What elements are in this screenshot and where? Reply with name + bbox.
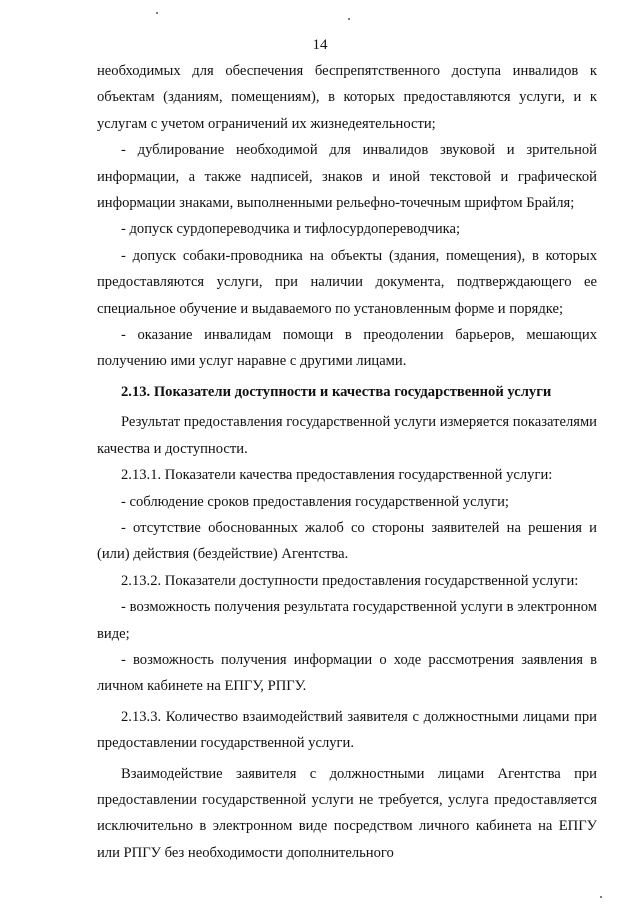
paragraph-sign-interpreter: - допуск сурдопереводчика и тифлосурдопереводчика; xyxy=(121,221,461,238)
paragraph-2-13-3: 2.13.3. Количество взаимодействий заявителя с должностными лицами при предоставлении государственной услуги. xyxy=(97,708,597,752)
paragraph-interaction: Взаимодействие заявителя с должностными лицами Агентства при предоставлении государственной услуги не требуется, услуга предоставляется исключительно в электронном виде посредством личного кабинета на ЕПГУ или РПГУ без необходимости дополнительного xyxy=(97,765,597,861)
paragraph-status-info: - возможность получения информации о ходе рассмотрения заявления в личном кабинете на ЕПГУ, РПГУ. xyxy=(97,651,597,695)
section-heading-2-13: 2.13. Показатели доступности и качества государственной услуги xyxy=(121,383,552,400)
scan-speck xyxy=(600,896,602,898)
paragraph-deadlines: - соблюдение сроков предоставления государственной услуги; xyxy=(121,493,509,510)
paragraph-2-13-2: 2.13.2. Показатели доступности предоставления государственной услуги: xyxy=(121,572,579,589)
paragraph-braille: - дублирование необходимой для инвалидов звуковой и зрительной информации, а также надписей, знаков и иной текстовой и графической информации знаками, выполненными рельефно-точечным шрифтом Брайля; xyxy=(97,142,597,212)
paragraph-assistance: - оказание инвалидам помощи в преодолении барьеров, мешающих получению ими услуг наравне с другими лицами. xyxy=(97,327,597,370)
paragraph-1: необходимых для обеспечения беспрепятственного доступа инвалидов к объектам (зданиям, помещениям), в которых предоставляются услуги, и к услугам с учетом ограничений их жизнедеятельности; xyxy=(97,63,597,132)
paragraph-complaints: - отсутствие обоснованных жалоб со стороны заявителей на решения и (или) действия (бездействие) Агентства. xyxy=(97,519,597,563)
paragraph-electronic-result: - возможность получения результата государственной услуги в электронном виде; xyxy=(97,599,597,642)
page-body xyxy=(97,58,597,866)
paragraph-guide-dog: - допуск собаки-проводника на объекты (здания, помещения), в которых предоставляются услуги, при наличии документа, подтверждающего ее специальное обучение и выдаваемого по установленным форме и порядке; xyxy=(97,247,597,317)
paragraph-result-measure: Результат предоставления государственной услуги измеряется показателями качества и доступности. xyxy=(97,414,597,457)
scan-speck xyxy=(156,12,158,14)
scan-speck xyxy=(348,18,350,20)
paragraph-2-13-1: 2.13.1. Показатели качества предоставления государственной услуги: xyxy=(121,467,553,484)
page-number: 14 xyxy=(312,37,328,53)
